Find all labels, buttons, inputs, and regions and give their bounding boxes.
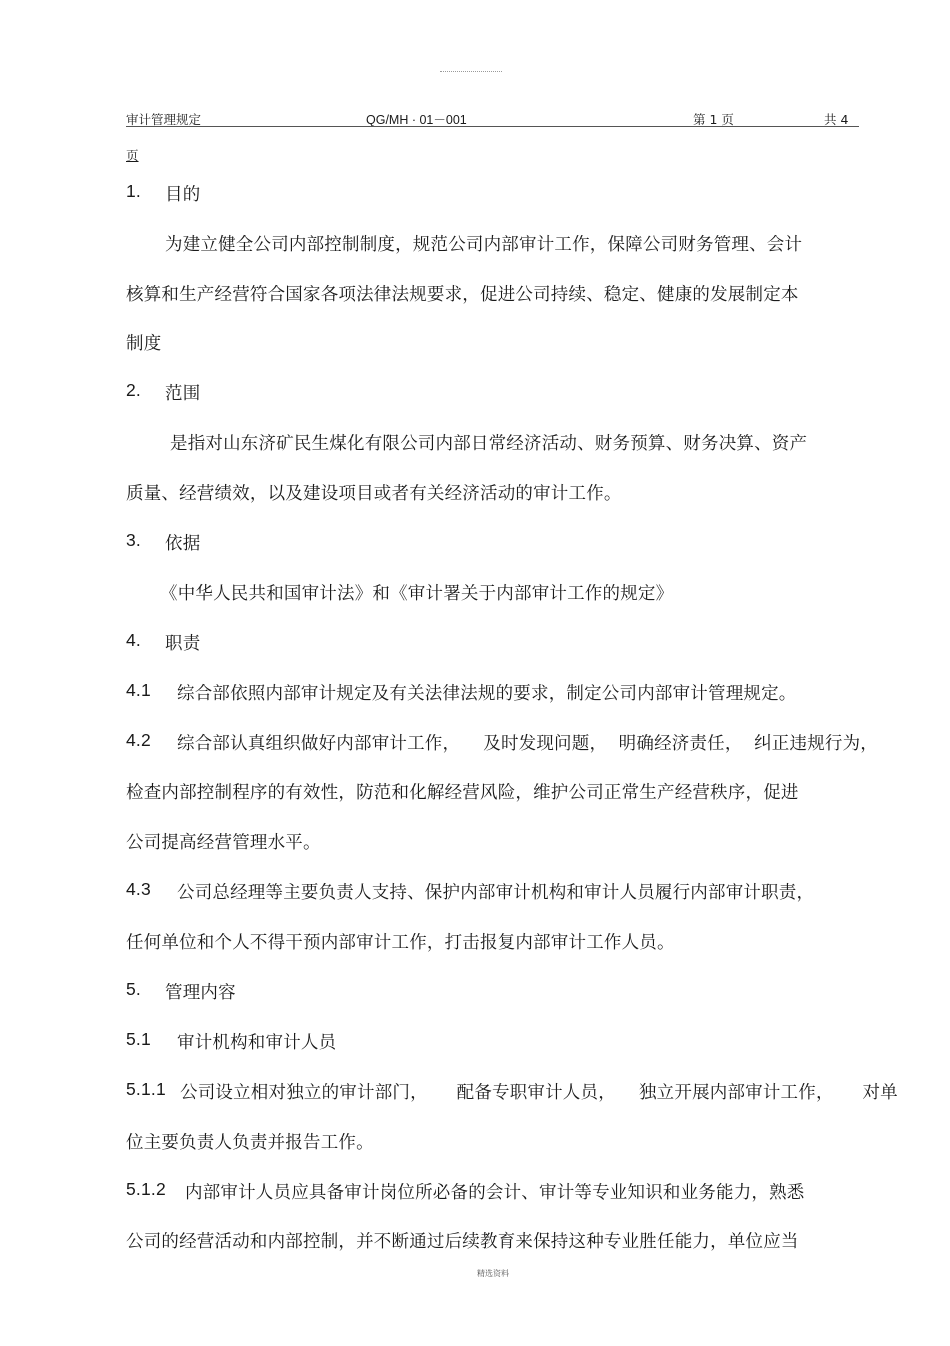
clause-4-3-number: 4.3 [126,879,151,899]
section-2-para-line-2: 质量、经营绩效，以及建设项目或者有关经济活动的审计工作。 [126,484,622,504]
section-5-title: 管理内容 [165,983,236,1003]
section-3-para-line-1: 《中华人民共和国审计法》和《审计署关于内部审计工作的规定》 [160,584,674,604]
section-2-number: 2. [126,380,141,400]
section-2-para-line-1: 是指对山东济矿民生煤化有限公司内部日常经济活动、财务预算、财务决算、资产 [170,434,808,454]
clause-4-3-line-2: 任何单位和个人不得干预内部审计工作，打击报复内部审计工作人员。 [126,933,675,953]
clause-4-3-text: 公司总经理等主要负责人支持、保护内部审计机构和审计人员履行内部审计职责， [177,883,815,903]
clause-4-2-text: 综合部认真组织做好内部审计工作， 及时发现问题， 明确经济责任， 纠正违规行为， [177,734,878,754]
header-page-label: 第 1 页 [693,112,734,127]
section-1-number: 1. [126,181,141,201]
header-total-label: 共 4 [824,112,849,127]
header-doc-code: QG/MH · 01－001 [366,113,467,127]
section-1-para-line-2: 核算和生产经营符合国家各项法律法规要求，促进公司持续、稳定、健康的发展制定本 [126,285,799,305]
clause-4-2-line-2: 检查内部控制程序的有效性，防范和化解经营风险，维护公司正常生产经营秩序，促进 [126,783,799,803]
header-doc-title: 审计管理规定 [126,112,202,127]
clause-4-2-line-3: 公司提高经营管理水平。 [126,833,321,853]
clause-5-1-1-number: 5.1.1 [126,1079,166,1099]
clause-5-1-2-number: 5.1.2 [126,1179,166,1199]
section-3-number: 3. [126,530,141,550]
header-rule [126,126,859,127]
top-dotted-rule [440,71,502,72]
clause-4-1-number: 4.1 [126,680,151,700]
header-page-suffix: 页 [126,148,139,163]
section-1-para-line-3: 制度 [126,334,162,354]
section-1-title: 目的 [165,185,201,205]
clause-5-1-2-line-2: 公司的经营活动和内部控制，并不断通过后续教育来保持这种专业胜任能力，单位应当 [126,1232,799,1252]
clause-4-2-number: 4.2 [126,730,151,750]
clause-4-1-text: 综合部依照内部审计规定及有关法律法规的要求，制定公司内部审计管理规定。 [177,684,797,704]
section-4-number: 4. [126,630,141,650]
clause-5-1-2-text: 内部审计人员应具备审计岗位所必备的会计、审计等专业知识和业务能力，熟悉 [185,1183,805,1203]
section-1-para-line-1: 为建立健全公司内部控制制度，规范公司内部审计工作，保障公司财务管理、会计 [165,235,803,255]
section-3-title: 依据 [165,534,201,554]
section-2-title: 范围 [165,384,201,404]
section-5-number: 5. [126,979,141,999]
section-4-title: 职责 [165,634,201,654]
clause-5-1-text: 审计机构和审计人员 [177,1033,337,1053]
page-footer: 精选资料 [477,1269,509,1278]
clause-5-1-1-text: 公司设立相对独立的审计部门， 配备专职审计人员， 独立开展内部审计工作， 对单 [180,1083,898,1103]
clause-5-1-number: 5.1 [126,1029,151,1049]
clause-5-1-1-line-2: 位主要负责人负责并报告工作。 [126,1133,374,1153]
